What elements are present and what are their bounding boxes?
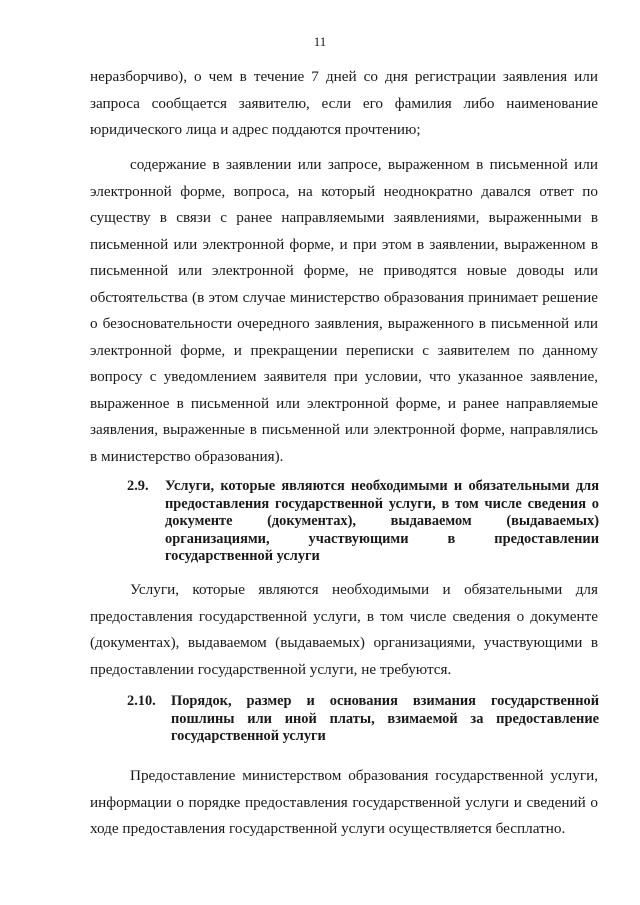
paragraph-unreadable-request: неразборчиво), о чем в течение 7 дней со дня регистрации заявления или запроса сообщается заявителю, если его фамилия либо наименование юридического лица и адрес поддаются прочтению; <box>90 68 598 138</box>
section-title-2-10: Порядок, размер и основания взимания государственной пошлины или иной платы, взимаемой за предоставление государственной услуги <box>171 693 599 744</box>
paragraph-necessary-services: Услуги, которые являются необходимыми и обязательными для предоставления государственной услуги, в том числе сведения о документе (документах), выдаваемом (выдаваемых) организациями, участвующими в предоставлении государственной услуги, не требуются. <box>90 581 598 678</box>
section-heading-2-10 <box>127 693 599 746</box>
paragraph-repeated-question: содержание в заявлении или запросе, выраженном в письменной или электронной форме, вопроса, на который неоднократно давался ответ по существу в связи с ранее направляемыми заявлениями, выраженными в письменной или электронной форме, и при этом в заявлении, выраженном в письменной или электронной форме, не приводятся новые доводы или обстоятельства (в этом случае министерство образования принимает решение о безосновательности очередного заявления, выраженного в письменной или электронной форме, и прекращении переписки с заявителем по данному вопросу с уведомлением заявителя при условии, что указанное заявление, выраженное в письменной или электронной форме, и ранее направляемые заявления, выраженные в письменной или электронной форме, направлялись в министерство образования). <box>90 156 598 465</box>
section-heading-2-9 <box>127 478 599 566</box>
section-number-2-10: 2.10. <box>127 693 156 709</box>
paragraph-free-of-charge: Предоставление министерством образования государственной услуги, информации о порядке предоставления государственной услуги и сведений о ходе предоставления государственной услуги осуществляется бесплатно. <box>90 767 598 837</box>
section-title-2-9: Услуги, которые являются необходимыми и обязательными для предоставления государственной услуги, в том числе сведения о документе (документах), выдаваемом (выдаваемых) организациями, участвующими в предоставлении государственной услуги <box>165 478 599 564</box>
section-number-2-9: 2.9. <box>127 478 149 494</box>
page-number: 11 <box>313 34 327 49</box>
